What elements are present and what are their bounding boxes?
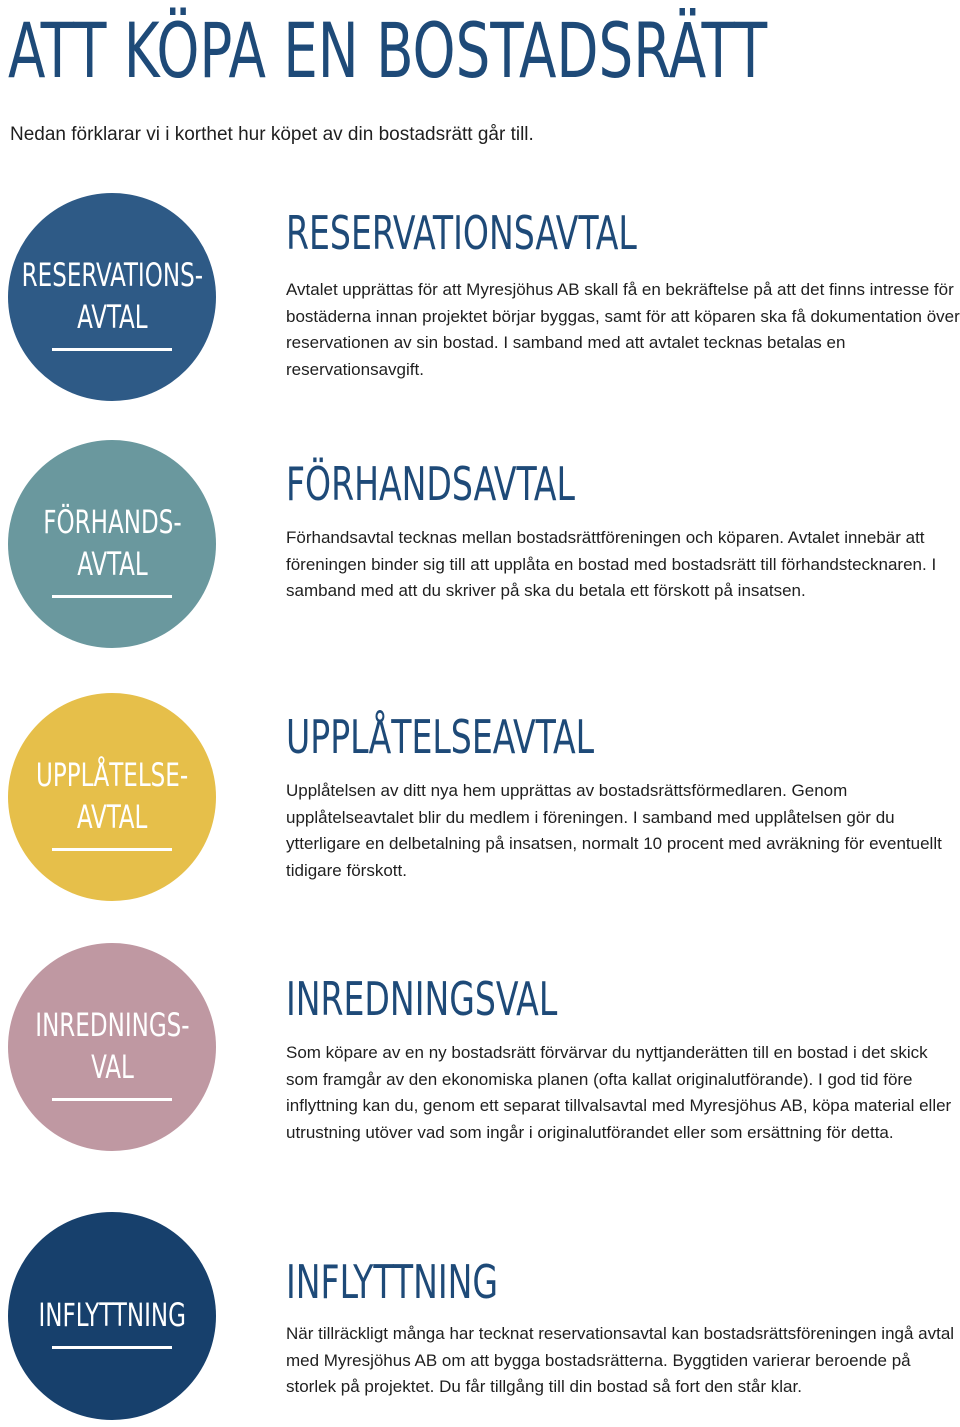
intro-text: Nedan förklarar vi i korthet hur köpet av din bostadsrätt går till. (10, 124, 534, 145)
page-title: ATT KÖPA EN BOSTADSRÄTT (8, 6, 768, 95)
section-heading: FÖRHANDSAVTAL (286, 457, 575, 511)
section-body: Upplåtelsen av ditt nya hem upprättas av bostadsrättsförmedlaren. Genom upplåtelseavtalet blir du medlem i föreningen. I samband med upplåtelsen gör du ytterligare en delbetalning på insatsen, normalt 10 procent med avräkning för eventuellt tidigare förskott. (286, 781, 942, 880)
circle-underline (52, 1098, 172, 1101)
step-circle-label: RESERVATIONS- AVTAL (21, 255, 203, 336)
step-circle-label: INREDNINGS- VAL (34, 1005, 190, 1086)
section-body: Förhandsavtal tecknas mellan bostadsrättföreningen och köparen. Avtalet innebär att föreningen binder sig till att upplåta en bostad med bostadsrätt till förhandstecknaren. I samband med att du skriver på ska du betala ett förskott på insatsen. (286, 528, 937, 600)
step-circle-inflyttning (8, 1212, 216, 1420)
section-body: Avtalet upprättas för att Myresjöhus AB skall få en bekräftelse på att det finns intresse för bostäderna innan projektet börjar byggas, samt för att köparen ska få dokumentation över reservationen av sin bostad. I samband med att avtalet tecknas betalas en reservationsavgift. (286, 280, 960, 379)
step-circle-inredningsval (8, 943, 216, 1151)
step-circle-forhandsavtal (8, 440, 216, 648)
circle-underline (52, 348, 172, 351)
section-body: När tillräckligt många har tecknat reservationsavtal kan bostadsrättsföreningen ingå avtal med Myresjöhus AB om att bygga bostadsrätterna. Byggtiden varierar beroende på storlek på projektet. Du får tillgång till din bostad så fort den står klar. (286, 1324, 955, 1396)
step-circle-reservationsavtal (8, 193, 216, 401)
circle-underline (52, 595, 172, 598)
circle-underline (52, 1346, 172, 1349)
step-circle-label: UPPLÅTELSE- AVTAL (35, 755, 189, 836)
section-heading: INFLYTTNING (286, 1255, 499, 1309)
section-heading: UPPLÅTELSEAVTAL (286, 710, 595, 764)
step-circle-upplatelseavtal (8, 693, 216, 901)
section-heading: RESERVATIONSAVTAL (286, 206, 637, 260)
step-circle-label: INFLYTTNING (38, 1295, 186, 1334)
section-heading: INREDNINGSVAL (286, 972, 558, 1026)
step-circle-label: FÖRHANDS- AVTAL (42, 502, 182, 583)
circle-underline (52, 848, 172, 851)
section-body: Som köpare av en ny bostadsrätt förvärvar du nyttjanderätten till en bostad i det skick som framgår av den ekonomiska planen (ofta kallat originalutförande). I god tid före inflyttning kan du, genom ett separat tillvalsavtal med Myresjöhus AB, köpa material eller utrustning utöver vad som ingår i originalutförandet eller som ersättning för detta. (286, 1043, 952, 1142)
